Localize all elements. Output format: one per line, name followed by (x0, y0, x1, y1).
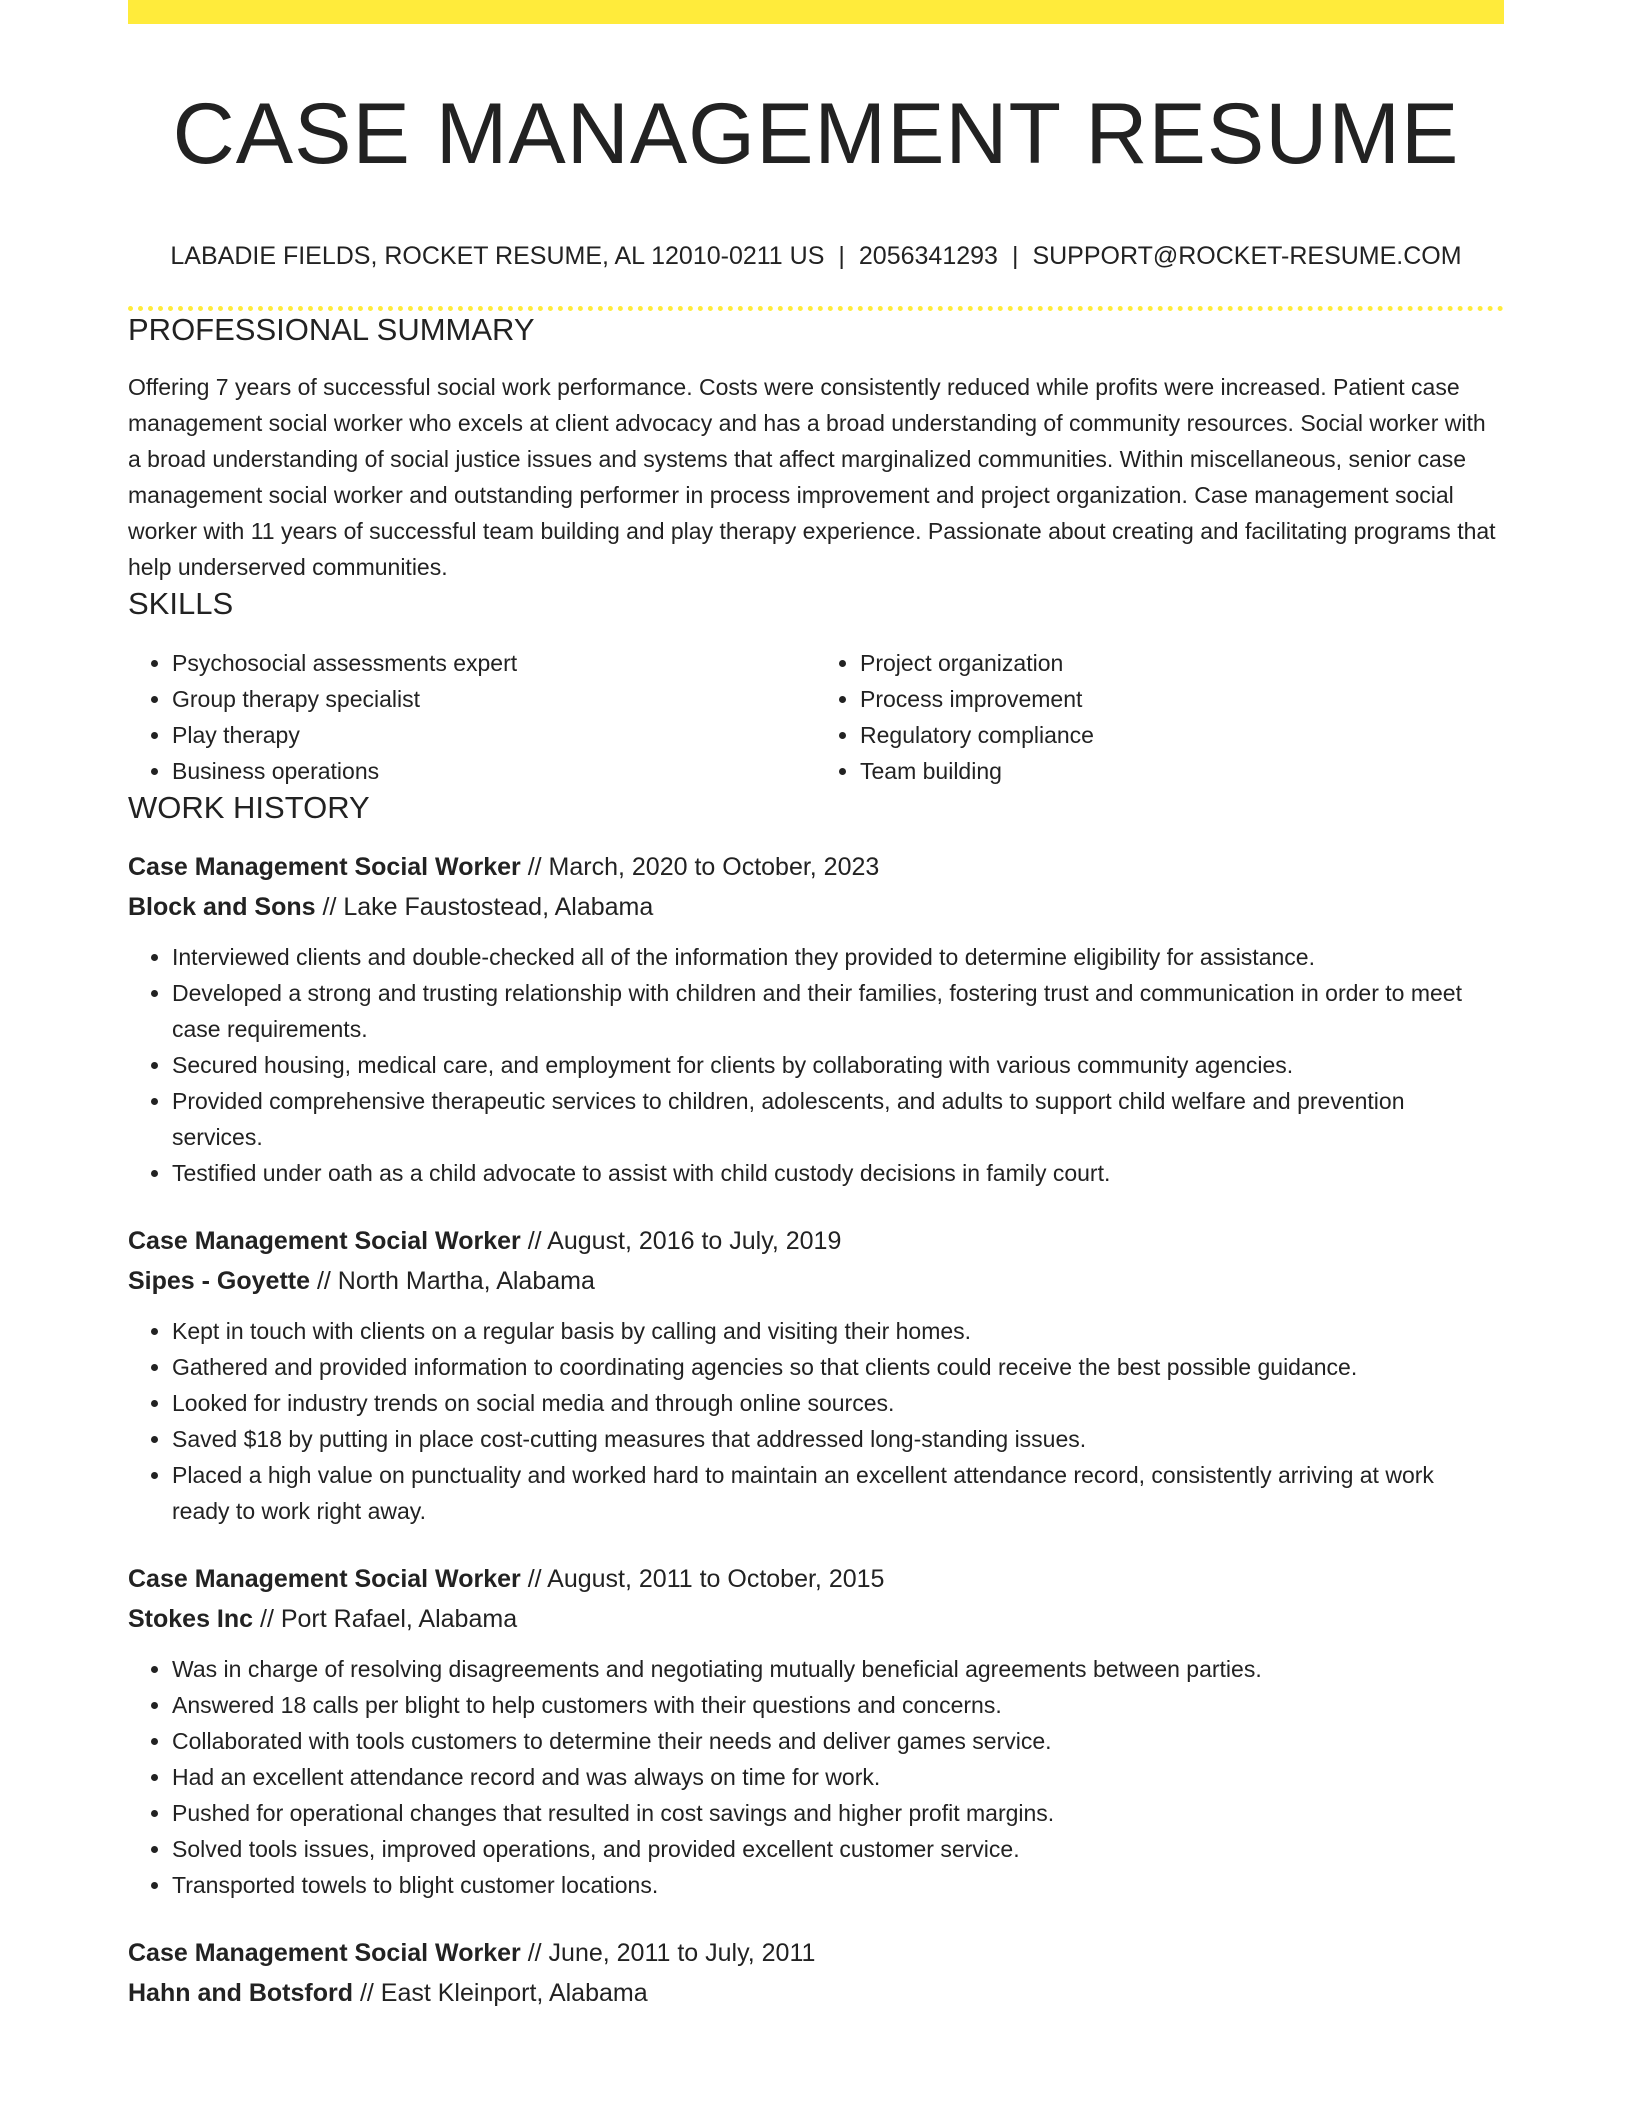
job-title: Case Management Social Worker (128, 1227, 521, 1255)
job-company-line (128, 1261, 1504, 1301)
job-bullet: • Gathered and provided information to coordinating agencies so that clients could receive the best possible guidance. (172, 1349, 1504, 1385)
job-bullet: • Placed a high value on punctuality and worked hard to maintain an excellent attendance record, consistently arriving at work ready to work right away. (172, 1457, 1504, 1529)
skills-column-left (128, 645, 816, 789)
job-bullet: • Transported towels to blight customer locations. (172, 1867, 1504, 1903)
job-location: // North Martha, Alabama (316, 1267, 595, 1295)
contact-address: LABADIE FIELDS, ROCKET RESUME, AL 12010-0211 US (170, 242, 825, 270)
job-location: // Lake Faustostead, Alabama (322, 893, 654, 921)
job-title-line (128, 1559, 1504, 1599)
skills-column-right (816, 645, 1504, 789)
job-bullet: • Answered 18 calls per blight to help customers with their questions and concerns. (172, 1687, 1504, 1723)
job-bullet: • Testified under oath as a child advocate to assist with child custody decisions in family court. (172, 1155, 1504, 1191)
skills-heading: SKILLS (128, 586, 234, 621)
job-company: Stokes Inc (128, 1605, 254, 1633)
job-bullet: • Kept in touch with clients on a regular basis by calling and visiting their homes. (172, 1313, 1504, 1349)
job-bullet: • Developed a strong and trusting relationship with children and their families, fostering trust and communication in order to meet case requirements. (172, 975, 1504, 1047)
resume-title: CASE MANAGEMENT RESUME (172, 86, 1460, 182)
job-entry (128, 1933, 1504, 2013)
job-entry (128, 1559, 1504, 1903)
work-history-heading: WORK HISTORY (128, 790, 370, 825)
summary-text: Offering 7 years of successful social work performance. Costs were consistently reduced while profits were increased. Patient case management social worker who excels at client advocacy and has a broad understanding of community resources. Social worker with a broad understanding of social justice issues and systems that affect marginalized communities. Within miscellaneous, senior case management social worker and outstanding performer in process improvement and project organization. Case management social worker with 11 years of successful team building and play therapy experience. Passionate about creating and facilitating programs that help underserved communities. (128, 374, 1496, 580)
contact-email: SUPPORT@ROCKET-RESUME.COM (1032, 242, 1462, 270)
skills-list (128, 645, 1504, 789)
job-company: Block and Sons (128, 893, 316, 921)
job-dates: // August, 2016 to July, 2019 (527, 1227, 842, 1255)
job-bullet: • Interviewed clients and double-checked all of the information they provided to determine eligibility for assistance. (172, 939, 1504, 975)
job-bullet: • Was in charge of resolving disagreements and negotiating mutually beneficial agreements between parties. (172, 1651, 1504, 1687)
job-title: Case Management Social Worker (128, 1939, 521, 1967)
skill-item: • Group therapy specialist (172, 681, 816, 717)
job-location: // East Kleinport, Alabama (359, 1979, 648, 2007)
job-bullets (128, 1313, 1504, 1529)
job-title-line (128, 847, 1504, 887)
skill-item: • Regulatory compliance (860, 717, 1504, 753)
job-bullets (128, 1651, 1504, 1903)
skill-item: • Psychosocial assessments expert (172, 645, 816, 681)
job-bullet: • Looked for industry trends on social media and through online sources. (172, 1385, 1504, 1421)
contact-phone: 2056341293 (858, 242, 998, 270)
job-bullet: • Pushed for operational changes that resulted in cost savings and higher profit margins. (172, 1795, 1504, 1831)
skill-item: • Play therapy (172, 717, 816, 753)
job-bullet: • Secured housing, medical care, and employment for clients by collaborating with various community agencies. (172, 1047, 1504, 1083)
accent-bar (128, 0, 1504, 24)
job-bullet: • Provided comprehensive therapeutic services to children, adolescents, and adults to support child welfare and prevention services. (172, 1083, 1504, 1155)
job-bullet: • Solved tools issues, improved operations, and provided excellent customer service. (172, 1831, 1504, 1867)
job-dates: // August, 2011 to October, 2015 (527, 1565, 885, 1593)
job-title-line (128, 1221, 1504, 1261)
contact-separator: | (1011, 242, 1019, 270)
job-bullet: • Saved $18 by putting in place cost-cutting measures that addressed long-standing issues. (172, 1421, 1504, 1457)
job-company: Hahn and Botsford (128, 1979, 353, 2007)
job-company-line (128, 1973, 1504, 2013)
job-title: Case Management Social Worker (128, 1565, 521, 1593)
skill-item: • Team building (860, 753, 1504, 789)
job-company: Sipes - Goyette (128, 1267, 310, 1295)
contact-line (128, 240, 1504, 272)
job-bullet: • Had an excellent attendance record and was always on time for work. (172, 1759, 1504, 1795)
job-dates: // June, 2011 to July, 2011 (527, 1939, 816, 1967)
job-company-line (128, 887, 1504, 927)
job-entry (128, 847, 1504, 1191)
summary-heading: PROFESSIONAL SUMMARY (128, 312, 535, 347)
skill-item: • Process improvement (860, 681, 1504, 717)
job-entry (128, 1221, 1504, 1529)
skill-item: • Business operations (172, 753, 816, 789)
job-location: // Port Rafael, Alabama (260, 1605, 518, 1633)
job-dates: // March, 2020 to October, 2023 (527, 853, 880, 881)
resume-page (128, 0, 1504, 2013)
job-bullets (128, 939, 1504, 1191)
job-bullet: • Collaborated with tools customers to determine their needs and deliver games service. (172, 1723, 1504, 1759)
job-company-line (128, 1599, 1504, 1639)
contact-separator: | (838, 242, 845, 270)
job-title-line (128, 1933, 1504, 1973)
skill-item: • Project organization (860, 645, 1504, 681)
job-title: Case Management Social Worker (128, 853, 521, 881)
